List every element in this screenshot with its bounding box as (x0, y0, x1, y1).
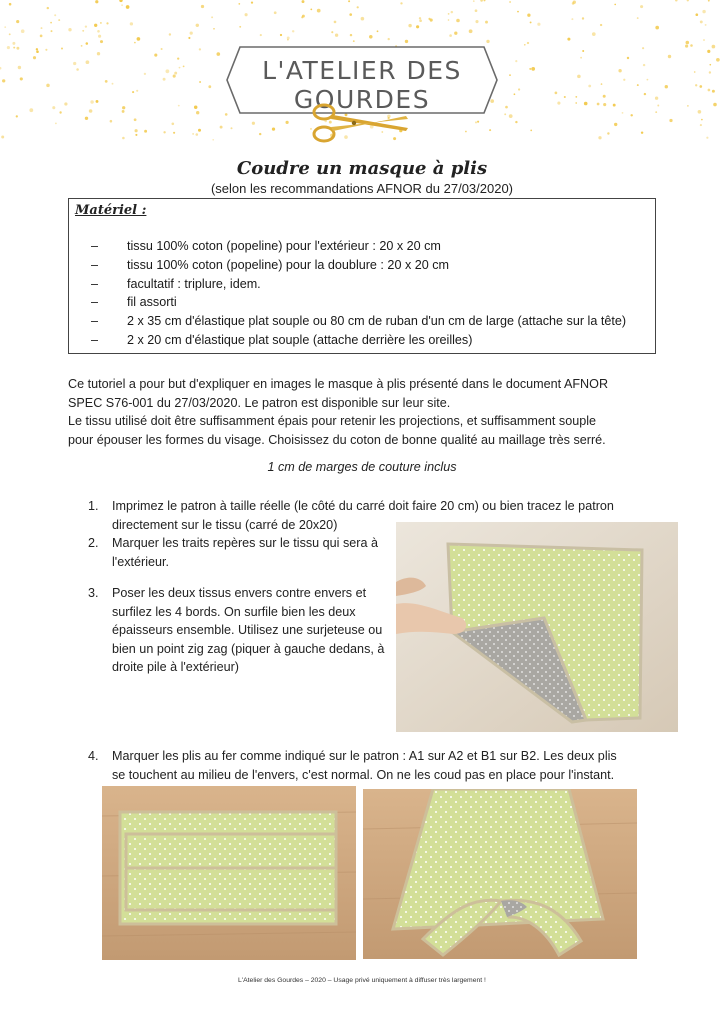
list-item: – tissu 100% coton (popeline) pour l'extérieur : 20 x 20 cm (91, 239, 441, 253)
page-title: Coudre un masque à plis (236, 158, 488, 179)
step-3: 3. Poser les deux tissus envers contre envers et surfilez les 4 bords. On surfile bien les deux épaisseurs ensemble. Utilisez une surjeteuse ou bien un point zig zag (piquer à gauche dedans, à droite pile à l'extérieur) (88, 586, 385, 674)
logo-text: L'ATELIER DES GOURDES (262, 56, 462, 114)
page-subtitle: (selon les recommandations AFNOR du 27/03/2020) (210, 181, 514, 196)
step-4: 4. Marquer les plis au fer comme indiqué sur le patron : A1 sur A2 et B1 sur B2. Les deux plis se touchent au milieu de l'envers, c'est normal. On ne les coud pas en place pour l'instant. (88, 749, 617, 782)
materiel-list (91, 237, 626, 350)
intro-paragraph: Ce tutoriel a pour but d'expliquer en images le masque à plis présenté dans le document AFNOR SPEC S76-001 du 27/03/2020. Le patron est disponible sur leur site. Le tissu utilisé doit être suffisamment épais pour retenir les projections, et suffisamment souple pour épouser les formes du visage. Choisissez du coton de bonne qualité au maillage très serré. (68, 377, 609, 447)
step-1: 1. Imprimez le patron à taille réelle (le côté du carré doit faire 20 cm) ou bien tracez le patron directement sur le tissu (carré de 20x20) (88, 499, 614, 532)
photo-pleats-underside (363, 789, 637, 959)
list-item: – tissu 100% coton (popeline) pour la doublure : 20 x 20 cm (91, 257, 450, 272)
footer-note: L'Atelier des Gourdes – 2020 – Usage privé uniquement à diffuser très largement ! (238, 977, 486, 984)
list-item: – 2 x 35 cm d'élastique plat souple ou 80 cm de ruban d'un cm de large (attache sur la tête) (91, 314, 627, 329)
photo-pleats-folded (102, 786, 356, 960)
materiel-box (68, 198, 656, 354)
list-item: – fil assorti (91, 295, 177, 310)
step-2: 2. Marquer les traits repères sur le tissu qui sera à l'extérieur. (88, 536, 378, 569)
margins-note: 1 cm de marges de couture inclus (267, 460, 457, 474)
list-item: – 2 x 20 cm d'élastique plat souple (attache derrière les oreilles) (91, 332, 473, 347)
materiel-heading: Matériel : (75, 203, 147, 218)
photo-fabric-square (396, 522, 678, 732)
list-item: – facultatif : triplure, idem. (91, 276, 261, 291)
scissors-icon (306, 100, 410, 146)
